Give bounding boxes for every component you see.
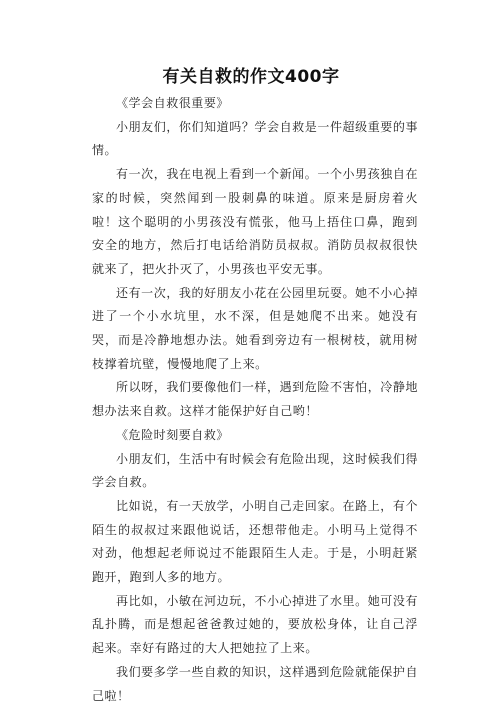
document-title: 有关自救的作文400字 (162, 67, 340, 87)
essay-1-paragraph-2: 有一次，我在电视上看到一个新闻。一个小男孩独自在家的时候，突然闻到一股刺鼻的味道。原来是厨房着火啦！这个聪明的小男孩没有慌张，他马上捂住口鼻，跑到安全的地方，然后打电话给消防员叔叔。消防员叔叔很快就来了，把火扑灭了，小男孩也平安无事。 (92, 167, 418, 276)
essay-1-paragraph-4: 所以呀，我们要像他们一样，遇到危险不害怕，冷静地想办法来自救。这样才能保护好自己哟！ (92, 380, 418, 419)
essay-2-title: 《危险时刻要自救》 (116, 427, 229, 442)
document-body (92, 92, 418, 708)
essay-2-paragraph-2: 比如说，有一天放学，小明自己走回家。在路上，有个陌生的叔叔过来跟他说话，还想带他走。小明马上觉得不对劲，他想起老师说过不能跟陌生人走。于是，小明赶紧跑开，跑到人多的地方。 (92, 498, 418, 585)
essay-2-paragraph-4: 我们要多学一些自救的知识，这样遇到危险就能保护自己啦！ (92, 664, 418, 703)
essay-1-paragraph-1: 小朋友们，你们知道吗？学会自救是一件超级重要的事情。 (92, 119, 418, 158)
essay-2-paragraph-1: 小朋友们，生活中有时候会有危险出现，这时候我们得学会自救。 (92, 451, 418, 490)
essay-2-paragraph-3: 再比如，小敏在河边玩，不小心掉进了水里。她可没有乱扑腾，而是想起爸爸教过她的，要放松身体，让自己浮起来。幸好有路过的大人把她拉了上来。 (92, 593, 418, 656)
essay-1-title: 《学会自救很重要》 (116, 96, 229, 110)
essay-1-paragraph-3: 还有一次，我的好朋友小花在公园里玩耍。她不小心掉进了一个小水坑里，水不深，但是她爬不出来。她没有哭，而是冷静地想办法。她看到旁边有一根树枝，就用树枝撑着坑壁，慢慢地爬了上来。 (92, 285, 418, 371)
